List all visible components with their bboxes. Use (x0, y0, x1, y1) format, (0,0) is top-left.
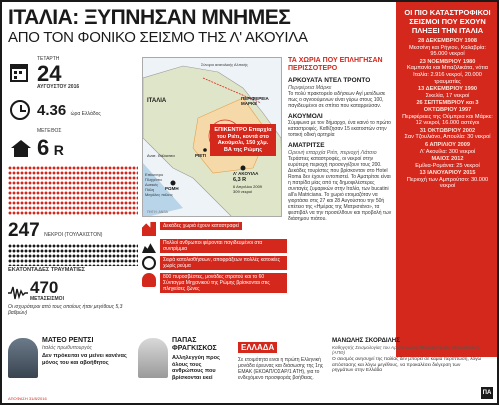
skordilis-block (332, 337, 482, 374)
legend-item: Πληγέντα (145, 177, 162, 182)
history-date: 6 ΑΠΡΙΛΙΟΥ 2009 (424, 141, 471, 148)
pope-block (172, 337, 234, 381)
damage-item (142, 273, 287, 293)
renzi-name: ΜΑΤΕΟ ΡΕΝΤΣΙ (42, 337, 94, 344)
aftershocks-label: ΜΕΤΑΣΕΙΣΜΟΙ (30, 296, 64, 302)
page-title: ΙΤΑΛΙΑ: ΞΥΠΝΗΣΑΝ ΜΝΗΜΕΣ (8, 6, 291, 29)
map-italy-label: ΙΤΑΛΙΑ (147, 98, 167, 104)
map-aquila-mag: 6,3 R (233, 177, 247, 183)
history-text: Καμπανία και Μπαζιλικάτα, νότια Ιταλία: 2.916 νεκροί, 20.000 τραυματίες (407, 65, 488, 85)
greece-text: Σε ετοιμότητα ειναι η πρώτη Ελληνική μονάδα έρευνας και διάσωσης της 1ης ΕΜΑΚ (ΕΚΟΑΠ/ΟΣΑΡ/1 ΑΤΗ), για το ενδεχόμενο προσφοράς βοήθειας. (238, 357, 324, 381)
history-event (396, 128, 499, 141)
history-event (396, 142, 499, 155)
map-aquila-label: Λ' ΑΚΟΥΙΛΑ (233, 171, 259, 176)
aftershocks-block (30, 279, 64, 303)
house-icon (11, 140, 31, 156)
village-region: Περιφέρεια Μάρκε (288, 84, 332, 91)
map-credits: ΠΗΓΗ: ANSA (147, 210, 168, 214)
village-item (288, 113, 392, 139)
magnitude-label: ΜΕΓΕΘΟΣ (37, 128, 62, 134)
history-text: Εμίλια-Ρομάνια: 25 νεκροί (415, 162, 480, 169)
village-text: Το πολύ πρακτορείο ειδήσεων Αγί μετέδωσε πως ο αγνοούμενων είναι γύρω στους 100, παγιδευμένοι σε σπίτια που καταρρεύσαν. (288, 90, 386, 109)
time-unit: ώρα Ελλάδος (70, 111, 101, 117)
legend-item: Πόλη (145, 187, 155, 192)
map-rome-label: ΡΩΜΗ (165, 186, 179, 191)
damage-text: 800 πυροσβέστες, μονάδες στρατού και το 60 Σύνταγμα Μηχανικού της Ρώμης βρίσκονται στις πληγείσες ζώνες (160, 273, 287, 293)
power-off-icon (142, 256, 156, 270)
village-region: Ορεινή επαρχία Ριέτι, περιοχή Λάτσιο (288, 149, 377, 156)
village-text: Τεράστιες καταστροφές, οι νεκροί στην ευρύτερη περιοχή προσεγγίζουν τους 200. Δεκάδες τουρίστες που βρίσκονταν στο Hotel Roma δεν έχουν εντοπιστεί. Το Αματρίτσε είναι η πατρίδα μίας από τις δημοφιλέστερες συνταγές ζυμαρικών στην Ιταλία, των bucatini all'a Matriciana. Το χωριό ετοιμαζόταν να γιορτάσει στις 27 και 28 Αυγούστου την 50ή επέτειο της «Ημέρας της Ματρισιάνα», τα φεστιβάλ να την προσέλθουν και προβολή των διάσημου πιάτου. (288, 155, 392, 222)
history-date: 26 ΣΕΠΤΕΜΒΡΙΟΥ και 3 ΟΚΤΩΒΡΙΟΥ 1997 (416, 100, 479, 113)
history-event (396, 59, 499, 85)
history-date: 23 ΝΟΕΜΒΡΙΟΥ 1980 (419, 58, 476, 65)
village-item (288, 142, 392, 222)
map-aquila-dead: 309 νεκροί (233, 189, 252, 194)
greece-block (238, 337, 328, 381)
village-name: ΑΡΚΟΥΑΤΑ ΝΤΕΛ ΤΡΟΝΤΟ (288, 77, 371, 84)
map-rieti-label: ΡΙΕΤΙ (195, 153, 207, 158)
rubble-icon (142, 239, 156, 253)
village-text: Σύμφωνα με τον δήμαρχο, ένα καινό το πρώτο καταστροφές. Καθίζησαν 15 εκατοστών στην τοπική οδική αρτηρία (288, 120, 391, 138)
damage-text: Δεκάδες χωριά έχουν καταστραφεί (160, 222, 242, 230)
history-text: Σικελία, 17 νεκροί (425, 92, 470, 99)
greece-heading: ΕΛΛΑΔΑ (238, 342, 277, 353)
history-date: 13 ΙΑΝΟΥΑΡΙΟΥ 2015 (419, 170, 476, 177)
map-aquila-date: 6 Απριλίου 2009 (233, 184, 263, 189)
page-subtitle: ΑΠΟ ΤΟΝ ΦΟΝΙΚΟ ΣΕΙΣΜΟ ΤΗΣ Λ' ΑΚΟΥΙΛΑ (8, 29, 308, 46)
magnitude-number: 6 (37, 134, 50, 160)
calendar-icon (10, 64, 28, 82)
aftershocks-number: 470 (30, 278, 59, 297)
legend-item: Επίκεντρο (145, 172, 164, 177)
history-event (396, 156, 499, 169)
history-event (396, 100, 499, 126)
legend-item: Μεγάλες πόλεις (145, 192, 173, 197)
map-region-label: ΠΕΡΙΦΕΡΕΙΑ ΜΑΡΚΕ (241, 96, 269, 106)
history-text: Μεσσίνη και Ρήγιου, Καλαβρία: 95.000 νεκροί (409, 44, 486, 58)
magnitude-unit: R (53, 141, 64, 158)
dead-label: ΝΕΚΡΟΙ (ΤΟΥΛΑΧΙΣΤΟΝ) (44, 232, 103, 238)
pope-quote: Αλληλεγγύη προς όλους τους ανθρώπους που βρίσκονται εκεί (172, 355, 220, 381)
injured-pictogram-grid (8, 244, 138, 266)
villages-column (288, 57, 392, 222)
renzi-block (42, 337, 132, 366)
renzi-quote: Δεν πρόκειται να μείνει κανένας μόνος του και αβοήθητος (42, 353, 127, 366)
dead-block (8, 220, 102, 242)
pope-name: ΠΑΠΑΣ ΦΡΑΓΚΙΣΚΟΣ (172, 337, 217, 352)
map-legend (145, 172, 193, 197)
skordilis-text: Ο σεισμός ανησυχεί της Ιταλίας δεν μπορεί σε καμία περίπτωση, λόγω απόστασης και λόγω μεγέθους, να προκαλέσει διέγερση των ρηγμάτων στην Ελλάδα (332, 356, 482, 374)
history-text: Περιοχή των Αμπρούτσο: 30.000 νεκροί (406, 176, 489, 190)
aftershock-wave-icon (8, 285, 28, 306)
dead-number: 247 (8, 220, 40, 241)
date-month: ΑΥΓΟΥΣΤΟΥ 2016 (37, 83, 80, 90)
history-text: Σαν Τζουλιάνο, Απουλία: 30 νεκροί (404, 134, 491, 141)
damage-item (142, 256, 287, 270)
pope-photo (138, 338, 168, 378)
history-heading: ΟΙ ΠΙΟ ΚΑΤΑΣΤΡΟΦΙΚΟΙ ΣΕΙΣΜΟΙ ΠΟΥ ΕΧΟΥΝ ΠΛΗΞΕΙ ΤΗΝ ΙΤΑΛΙΑ (404, 8, 491, 35)
time-block (37, 102, 101, 120)
history-text: Λ' Ακουίλα: 300 νεκροί (419, 148, 476, 155)
history-date: 31 ΟΚΤΩΒΡΙΟΥ 2002 (419, 127, 476, 134)
map-sea-label: Ανατ. Θάλασσα (147, 153, 175, 158)
villages-heading: ΤΑ ΧΩΡΙΑ ΠΟΥ ΕΠΛΗΓΗΣΑΝ ΠΕΡΙΣΣΟΤΕΡΟ (288, 57, 383, 72)
damage-text: Πολλοί ανθρωποι φέρονται παγιδευμένοι στα συντρίμμια (160, 239, 287, 253)
legend-item: Δυτικές (145, 182, 159, 187)
damage-text: Σειρά κατολισθήσεων, αποφράξεων πολλές κατοικίες χωρίς ρεύμα (160, 256, 287, 270)
date-block (37, 57, 79, 90)
village-item (288, 77, 392, 109)
epicenter-callout: ΕΠΙΚΕΝΤΡΟ Επαρχία του Ριέτι, κοντά στο Ακούμολι, 150 χλμ. ΒΑ της Ρώμης (210, 124, 276, 156)
clock-icon (10, 100, 30, 120)
history-panel (396, 2, 499, 357)
damage-item (142, 222, 287, 236)
date-number: 24 (37, 60, 62, 86)
damage-list (142, 222, 287, 293)
publisher-logo: ΠΑ (481, 387, 493, 399)
aftershocks-note: Οι ισχυρότεροι από τους οποίους ήταν μεγέθους 5,3 βαθμών) (8, 304, 123, 316)
history-event (396, 38, 499, 58)
history-text: Περιφέρειες της Ούμπρια και Μάρκε: 12 νεκροί, 16.000 αστέγοι (402, 113, 493, 127)
magnitude-block (37, 129, 64, 161)
renzi-photo (8, 338, 38, 378)
renzi-role: Ιταλός πρωθυπουργός (42, 345, 92, 351)
dead-pictogram-grid (8, 166, 138, 216)
map-border-label: Σύνορα ανατολικής Αλπικής (201, 63, 248, 67)
footer-source: ΑΠΟΦΑΣΗ 31/8/2016 (8, 396, 47, 401)
village-name: ΑΚΟΥΜΟΛΙ (288, 112, 323, 120)
skordilis-name: ΜΑΝΩΛΗΣ ΣΚΟΡΔΙΛΗΣ (332, 337, 400, 344)
firefighter-icon (142, 273, 156, 287)
history-date: 28 ΔΕΚΕΜΒΡΙΟΥ 1908 (418, 38, 477, 44)
date-day-label: ΤΕΤΑΡΤΗ (37, 56, 60, 62)
damage-item (142, 239, 287, 253)
time-number: 4.36 (37, 102, 67, 119)
village-name: ΑΜΑΤΡΙΤΣΕ (288, 142, 325, 149)
skordilis-role: Καθηγητής Σεισμολογίας του Αριστοτελειου Πανεπιστημίου Θεσσαλονίκης (ΑΠΘ) (332, 345, 481, 356)
history-date: 13 ΔΕΚΕΜΒΡΙΟΥ 1990 (418, 86, 477, 93)
injured-label: ΕΚΑΤΟΝΤΑΔΕΣ ΤΡΑΥΜΑΤΙΕΣ (8, 267, 86, 273)
building-icon (142, 222, 156, 236)
history-event (396, 170, 499, 190)
history-date: ΜΑΙΟΣ 2012 (431, 156, 464, 163)
history-event (396, 86, 499, 99)
